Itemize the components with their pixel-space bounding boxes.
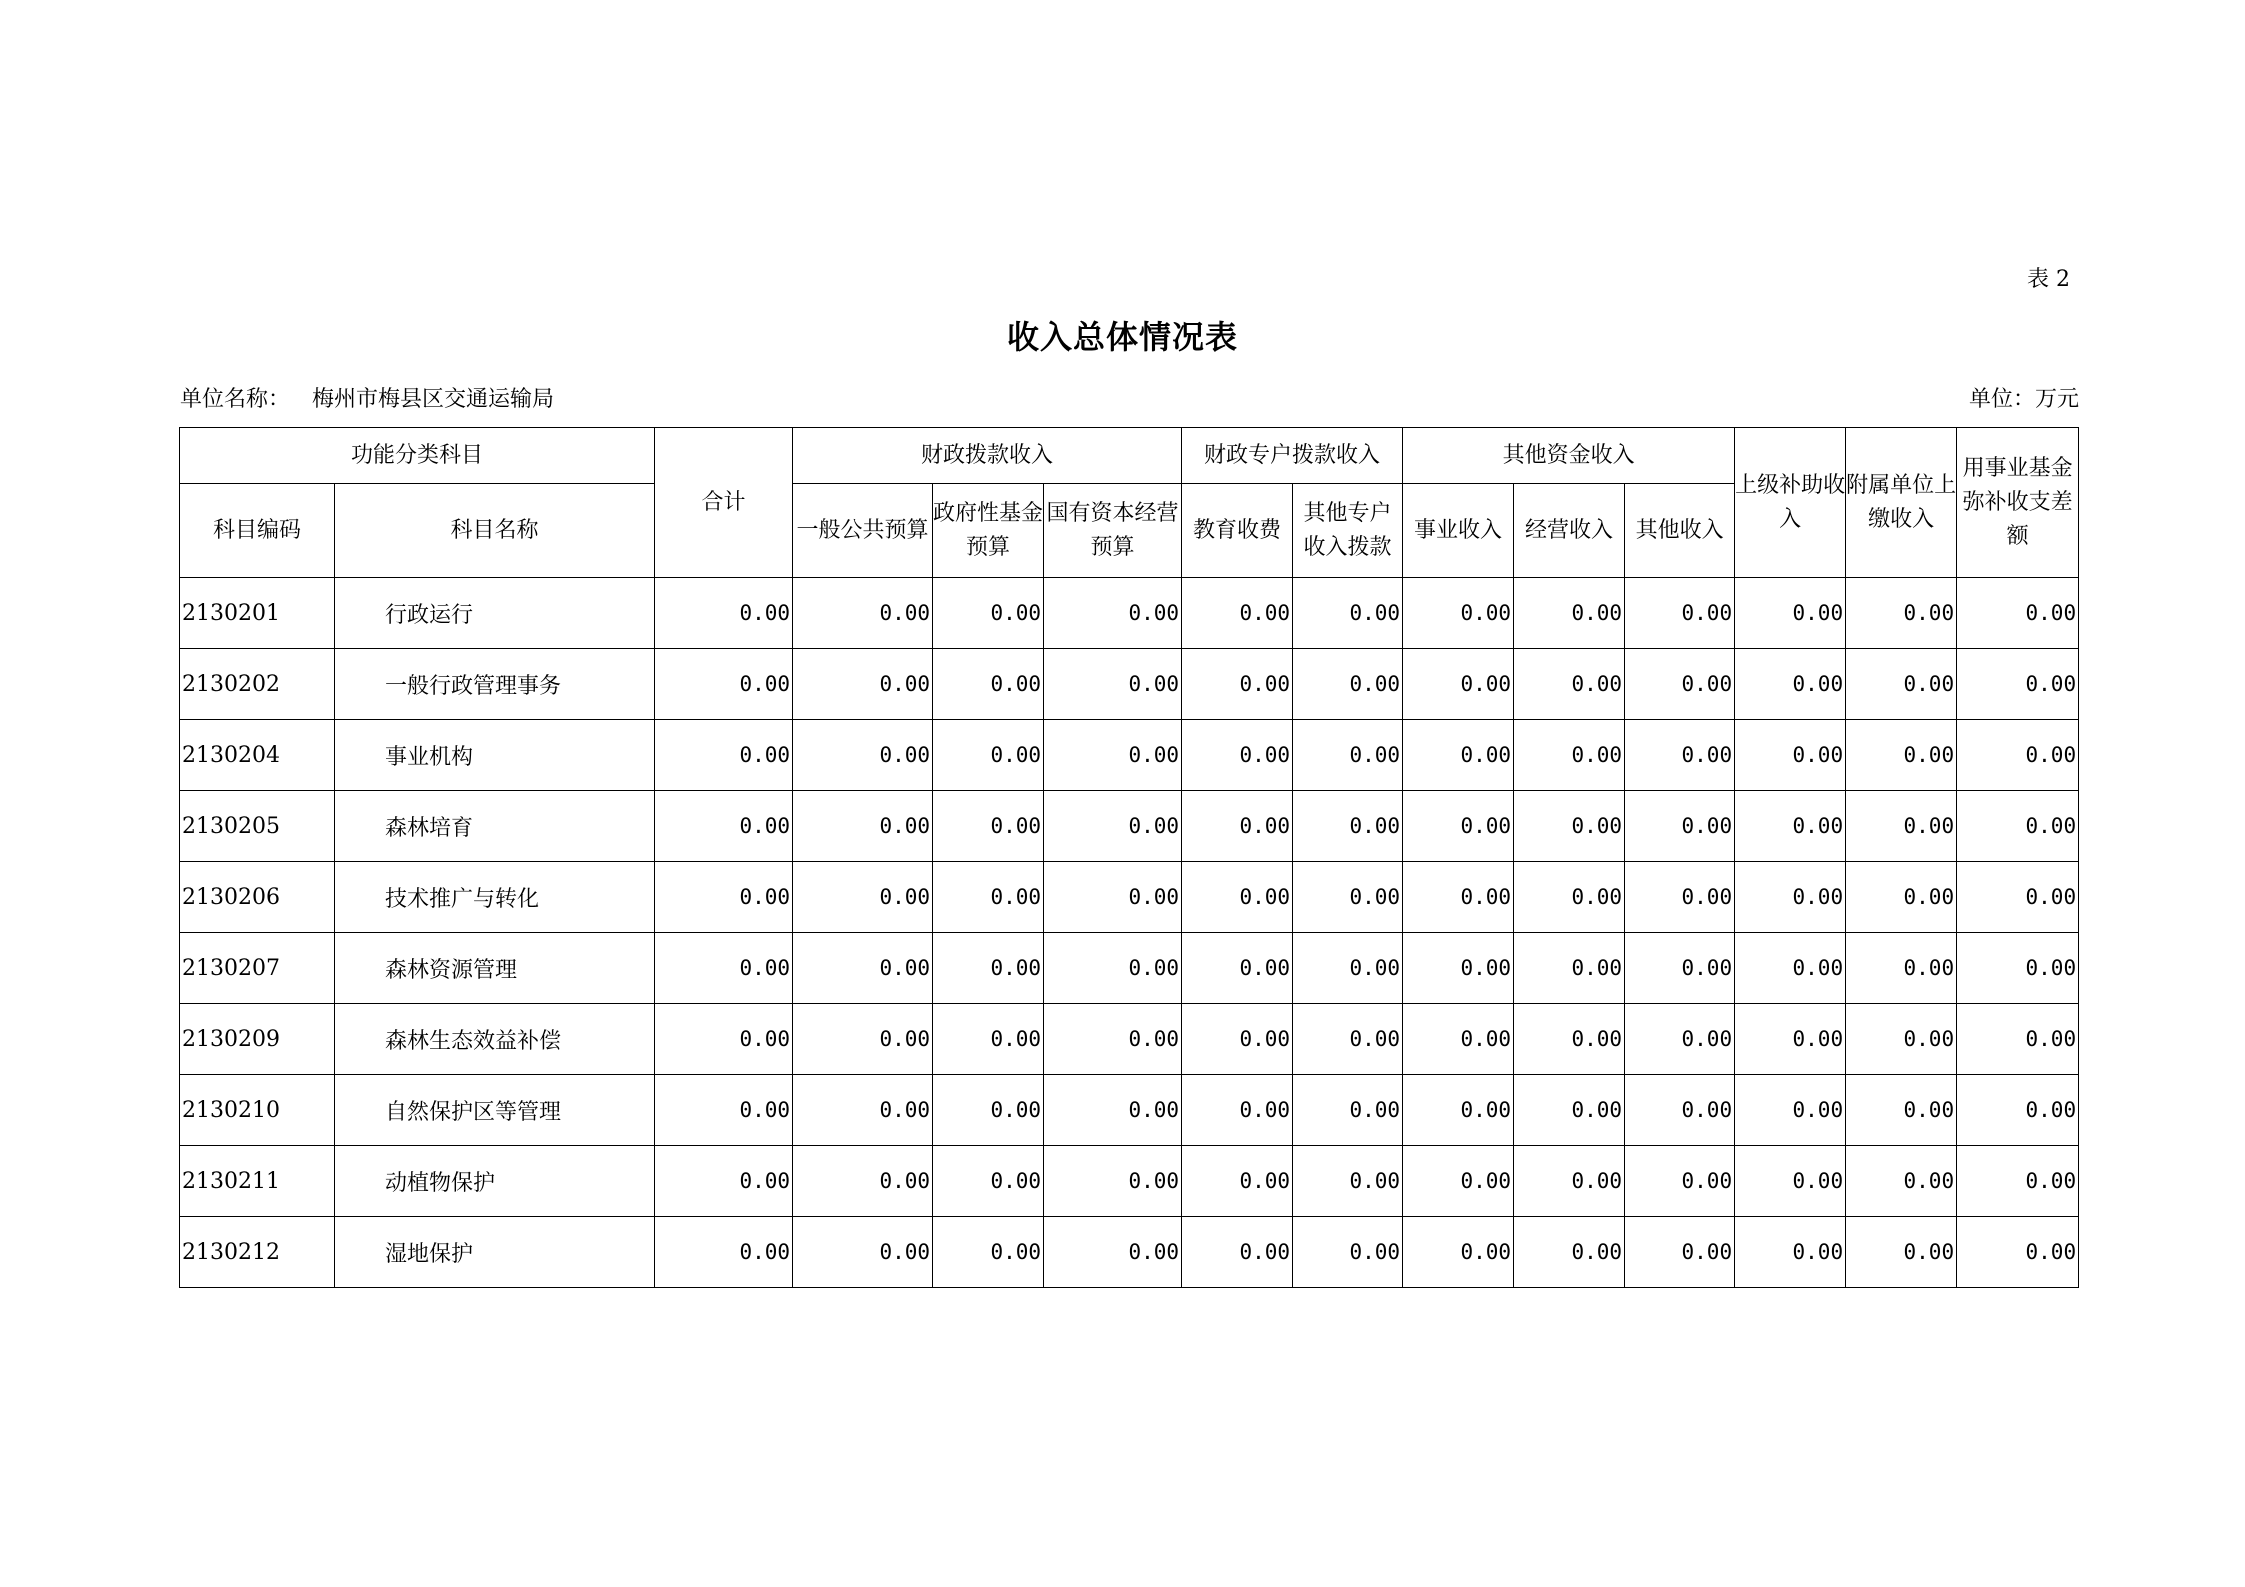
row-value: 0.00	[1514, 791, 1625, 862]
header-other: 其他资金收入	[1403, 428, 1735, 484]
row-value: 0.00	[1735, 791, 1846, 862]
row-value: 0.00	[1846, 649, 1957, 720]
row-value: 0.00	[1044, 933, 1182, 1004]
page-title: 收入总体情况表	[1006, 318, 1238, 356]
row-value: 0.00	[793, 578, 933, 649]
row-value: 0.00	[1044, 649, 1182, 720]
row-value: 0.00	[933, 1146, 1044, 1217]
row-value: 0.00	[1735, 649, 1846, 720]
row-value: 0.00	[655, 578, 793, 649]
row-value: 0.00	[1735, 933, 1846, 1004]
row-value: 0.00	[1182, 649, 1293, 720]
row-value: 0.00	[1957, 862, 2079, 933]
row-value: 0.00	[1293, 578, 1403, 649]
row-name: 一般行政管理事务	[335, 649, 655, 720]
table-row	[180, 862, 2079, 933]
row-value: 0.00	[655, 933, 793, 1004]
row-value: 0.00	[1957, 791, 2079, 862]
row-code: 2130209	[180, 1004, 335, 1075]
table-row	[180, 1146, 2079, 1217]
row-value: 0.00	[1846, 1146, 1957, 1217]
table-row	[180, 649, 2079, 720]
row-value: 0.00	[1403, 791, 1514, 862]
row-value: 0.00	[1182, 1075, 1293, 1146]
row-value: 0.00	[1735, 720, 1846, 791]
row-value: 0.00	[1514, 649, 1625, 720]
row-value: 0.00	[793, 791, 933, 862]
row-value: 0.00	[1403, 1075, 1514, 1146]
row-value: 0.00	[1735, 1004, 1846, 1075]
row-value: 0.00	[1514, 1004, 1625, 1075]
table-row	[180, 720, 2079, 791]
row-value: 0.00	[655, 1075, 793, 1146]
table-row	[180, 1075, 2079, 1146]
row-value: 0.00	[1403, 578, 1514, 649]
header-other-career: 事业收入	[1403, 484, 1514, 578]
row-value: 0.00	[1957, 720, 2079, 791]
row-value: 0.00	[1846, 1075, 1957, 1146]
unit-name-label: 单位名称：	[180, 387, 291, 412]
unit-name-value: 梅州市梅县区交通运输局	[312, 387, 555, 412]
row-value: 0.00	[1293, 720, 1403, 791]
header-row-1	[180, 428, 2079, 484]
header-special-other: 其他专户收入拨款	[1293, 484, 1403, 578]
row-value: 0.00	[1403, 933, 1514, 1004]
header-name: 科目名称	[335, 484, 655, 578]
row-value: 0.00	[1846, 1217, 1957, 1288]
table-row	[180, 791, 2079, 862]
row-value: 0.00	[655, 720, 793, 791]
row-value: 0.00	[1957, 1217, 2079, 1288]
row-value: 0.00	[1625, 933, 1735, 1004]
row-code: 2130207	[180, 933, 335, 1004]
table-body	[180, 578, 2079, 1288]
row-value: 0.00	[1735, 1075, 1846, 1146]
row-value: 0.00	[1182, 578, 1293, 649]
row-value: 0.00	[1957, 578, 2079, 649]
row-value: 0.00	[1044, 1075, 1182, 1146]
row-value: 0.00	[1514, 933, 1625, 1004]
row-value: 0.00	[933, 1217, 1044, 1288]
row-value: 0.00	[933, 720, 1044, 791]
header-affiliate: 附属单位上缴收入	[1846, 428, 1957, 578]
header-fiscal-state: 国有资本经营预算	[1044, 484, 1182, 578]
row-name: 自然保护区等管理	[335, 1075, 655, 1146]
row-name: 行政运行	[335, 578, 655, 649]
row-value: 0.00	[1625, 1075, 1735, 1146]
header-function-category: 功能分类科目	[180, 428, 655, 484]
table-number: 表 2	[2027, 267, 2070, 292]
row-value: 0.00	[1514, 1075, 1625, 1146]
header-code: 科目编码	[180, 484, 335, 578]
row-value: 0.00	[1403, 862, 1514, 933]
header-other-other: 其他收入	[1625, 484, 1735, 578]
row-value: 0.00	[1182, 791, 1293, 862]
row-value: 0.00	[1846, 578, 1957, 649]
row-value: 0.00	[1846, 862, 1957, 933]
row-code: 2130211	[180, 1146, 335, 1217]
row-value: 0.00	[933, 791, 1044, 862]
currency-unit: 单位：万元	[1968, 387, 2079, 412]
row-value: 0.00	[1846, 720, 1957, 791]
row-value: 0.00	[1044, 1146, 1182, 1217]
header-fiscal: 财政拨款收入	[793, 428, 1182, 484]
row-value: 0.00	[1044, 1004, 1182, 1075]
row-value: 0.00	[1957, 1075, 2079, 1146]
row-value: 0.00	[655, 1146, 793, 1217]
row-value: 0.00	[1182, 1217, 1293, 1288]
row-value: 0.00	[1846, 791, 1957, 862]
row-value: 0.00	[1625, 1217, 1735, 1288]
row-value: 0.00	[793, 1146, 933, 1217]
row-value: 0.00	[1403, 1146, 1514, 1217]
header-special-edu: 教育收费	[1182, 484, 1293, 578]
row-name: 森林资源管理	[335, 933, 655, 1004]
table-row	[180, 578, 2079, 649]
header-superior: 上级补助收入	[1735, 428, 1846, 578]
row-code: 2130202	[180, 649, 335, 720]
row-value: 0.00	[1293, 933, 1403, 1004]
row-value: 0.00	[1625, 649, 1735, 720]
row-value: 0.00	[1182, 1004, 1293, 1075]
row-value: 0.00	[1735, 578, 1846, 649]
row-value: 0.00	[1403, 1217, 1514, 1288]
row-value: 0.00	[1514, 862, 1625, 933]
row-value: 0.00	[1514, 578, 1625, 649]
row-code: 2130205	[180, 791, 335, 862]
row-value: 0.00	[1957, 1146, 2079, 1217]
row-value: 0.00	[793, 1004, 933, 1075]
row-value: 0.00	[655, 1217, 793, 1288]
row-value: 0.00	[1625, 1146, 1735, 1217]
income-table	[179, 427, 2079, 1288]
row-value: 0.00	[1403, 649, 1514, 720]
row-value: 0.00	[793, 1217, 933, 1288]
table-row	[180, 1217, 2079, 1288]
row-code: 2130201	[180, 578, 335, 649]
row-value: 0.00	[1182, 933, 1293, 1004]
header-other-business: 经营收入	[1514, 484, 1625, 578]
row-value: 0.00	[1625, 1004, 1735, 1075]
row-value: 0.00	[1044, 578, 1182, 649]
row-value: 0.00	[1735, 1217, 1846, 1288]
row-value: 0.00	[1293, 649, 1403, 720]
row-value: 0.00	[793, 1075, 933, 1146]
row-value: 0.00	[1846, 933, 1957, 1004]
row-name: 动植物保护	[335, 1146, 655, 1217]
row-value: 0.00	[1044, 1217, 1182, 1288]
row-value: 0.00	[933, 578, 1044, 649]
row-value: 0.00	[1735, 862, 1846, 933]
header-total: 合计	[655, 428, 793, 578]
row-value: 0.00	[1625, 720, 1735, 791]
row-value: 0.00	[1625, 791, 1735, 862]
row-name: 技术推广与转化	[335, 862, 655, 933]
row-value: 0.00	[793, 649, 933, 720]
table-row	[180, 1004, 2079, 1075]
row-value: 0.00	[655, 649, 793, 720]
row-value: 0.00	[1957, 933, 2079, 1004]
row-value: 0.00	[1735, 1146, 1846, 1217]
table-row	[180, 933, 2079, 1004]
row-value: 0.00	[1293, 862, 1403, 933]
row-value: 0.00	[1514, 1146, 1625, 1217]
row-value: 0.00	[1403, 720, 1514, 791]
header-fiscal-general: 一般公共预算	[793, 484, 933, 578]
unit-name-line	[180, 382, 554, 413]
row-value: 0.00	[1625, 578, 1735, 649]
header-fund-gap: 用事业基金弥补收支差额	[1957, 428, 2079, 578]
row-value: 0.00	[793, 862, 933, 933]
row-value: 0.00	[1293, 1075, 1403, 1146]
row-value: 0.00	[655, 791, 793, 862]
row-name: 森林培育	[335, 791, 655, 862]
row-code: 2130210	[180, 1075, 335, 1146]
row-value: 0.00	[1293, 1146, 1403, 1217]
row-value: 0.00	[655, 862, 793, 933]
row-value: 0.00	[1514, 720, 1625, 791]
row-value: 0.00	[1182, 720, 1293, 791]
row-name: 湿地保护	[335, 1217, 655, 1288]
row-value: 0.00	[793, 720, 933, 791]
row-value: 0.00	[793, 933, 933, 1004]
row-value: 0.00	[1957, 1004, 2079, 1075]
row-value: 0.00	[933, 1075, 1044, 1146]
row-value: 0.00	[1182, 862, 1293, 933]
row-value: 0.00	[933, 862, 1044, 933]
row-value: 0.00	[1293, 1217, 1403, 1288]
row-value: 0.00	[933, 1004, 1044, 1075]
row-value: 0.00	[1625, 862, 1735, 933]
row-value: 0.00	[1403, 1004, 1514, 1075]
row-code: 2130206	[180, 862, 335, 933]
row-value: 0.00	[1293, 791, 1403, 862]
row-value: 0.00	[1846, 1004, 1957, 1075]
row-value: 0.00	[933, 933, 1044, 1004]
row-value: 0.00	[1182, 1146, 1293, 1217]
row-code: 2130204	[180, 720, 335, 791]
row-value: 0.00	[933, 649, 1044, 720]
row-value: 0.00	[655, 1004, 793, 1075]
row-value: 0.00	[1044, 791, 1182, 862]
header-special: 财政专户拨款收入	[1182, 428, 1403, 484]
row-code: 2130212	[180, 1217, 335, 1288]
row-value: 0.00	[1957, 649, 2079, 720]
row-value: 0.00	[1514, 1217, 1625, 1288]
row-name: 事业机构	[335, 720, 655, 791]
header-fiscal-fund: 政府性基金预算	[933, 484, 1044, 578]
row-value: 0.00	[1044, 862, 1182, 933]
row-name: 森林生态效益补偿	[335, 1004, 655, 1075]
row-value: 0.00	[1044, 720, 1182, 791]
row-value: 0.00	[1293, 1004, 1403, 1075]
